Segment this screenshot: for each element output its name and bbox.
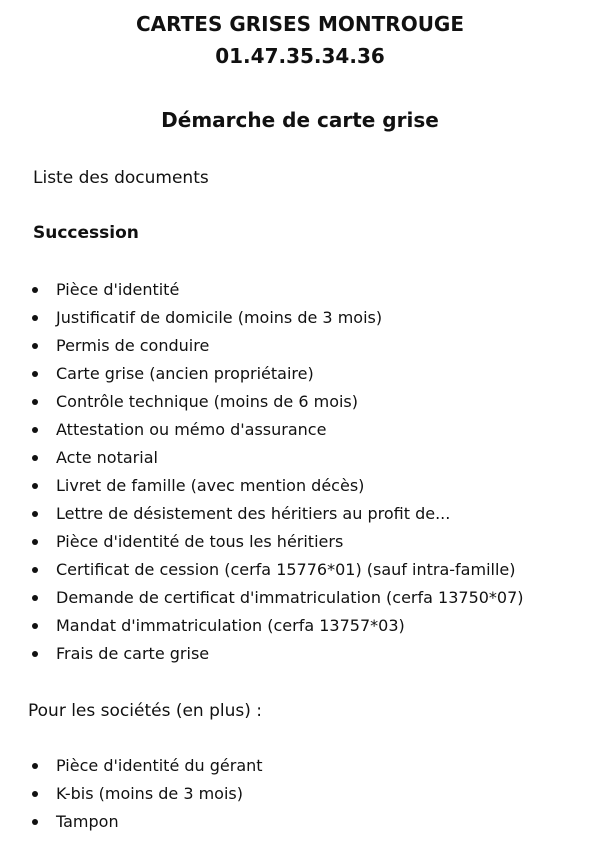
succession-document-list — [30, 276, 600, 668]
list-item: Livret de famille (avec mention décès) — [30, 472, 600, 500]
section-title-succession: Succession — [33, 223, 139, 243]
list-item: Mandat d'immatriculation (cerfa 13757*03) — [30, 612, 600, 640]
list-item: Justificatif de domicile (moins de 3 mois) — [30, 304, 600, 332]
list-item: Certificat de cession (cerfa 15776*01) (sauf intra-famille) — [30, 556, 600, 584]
list-item: Attestation ou mémo d'assurance — [30, 416, 600, 444]
page-header — [0, 8, 600, 72]
list-item: Demande de certificat d'immatriculation (cerfa 13750*07) — [30, 584, 600, 612]
companies-document-list — [30, 752, 600, 836]
page-subtitle: Démarche de carte grise — [161, 108, 439, 132]
list-item: Contrôle technique (moins de 6 mois) — [30, 388, 600, 416]
list-item: Pièce d'identité — [30, 276, 600, 304]
phone-number: 01.47.35.34.36 — [215, 44, 385, 68]
list-item: Pièce d'identité de tous les héritiers — [30, 528, 600, 556]
list-item: K-bis (moins de 3 mois) — [30, 780, 600, 808]
list-item: Carte grise (ancien propriétaire) — [30, 360, 600, 388]
list-item: Lettre de désistement des héritiers au profit de... — [30, 500, 600, 528]
list-item: Pièce d'identité du gérant — [30, 752, 600, 780]
companies-intro: Pour les sociétés (en plus) : — [28, 701, 263, 721]
list-item: Permis de conduire — [30, 332, 600, 360]
company-name: CARTES GRISES MONTROUGE — [135, 12, 465, 36]
list-item: Acte notarial — [30, 444, 600, 472]
documents-intro: Liste des documents — [33, 168, 209, 188]
list-item: Tampon — [30, 808, 600, 836]
list-item: Frais de carte grise — [30, 640, 600, 668]
